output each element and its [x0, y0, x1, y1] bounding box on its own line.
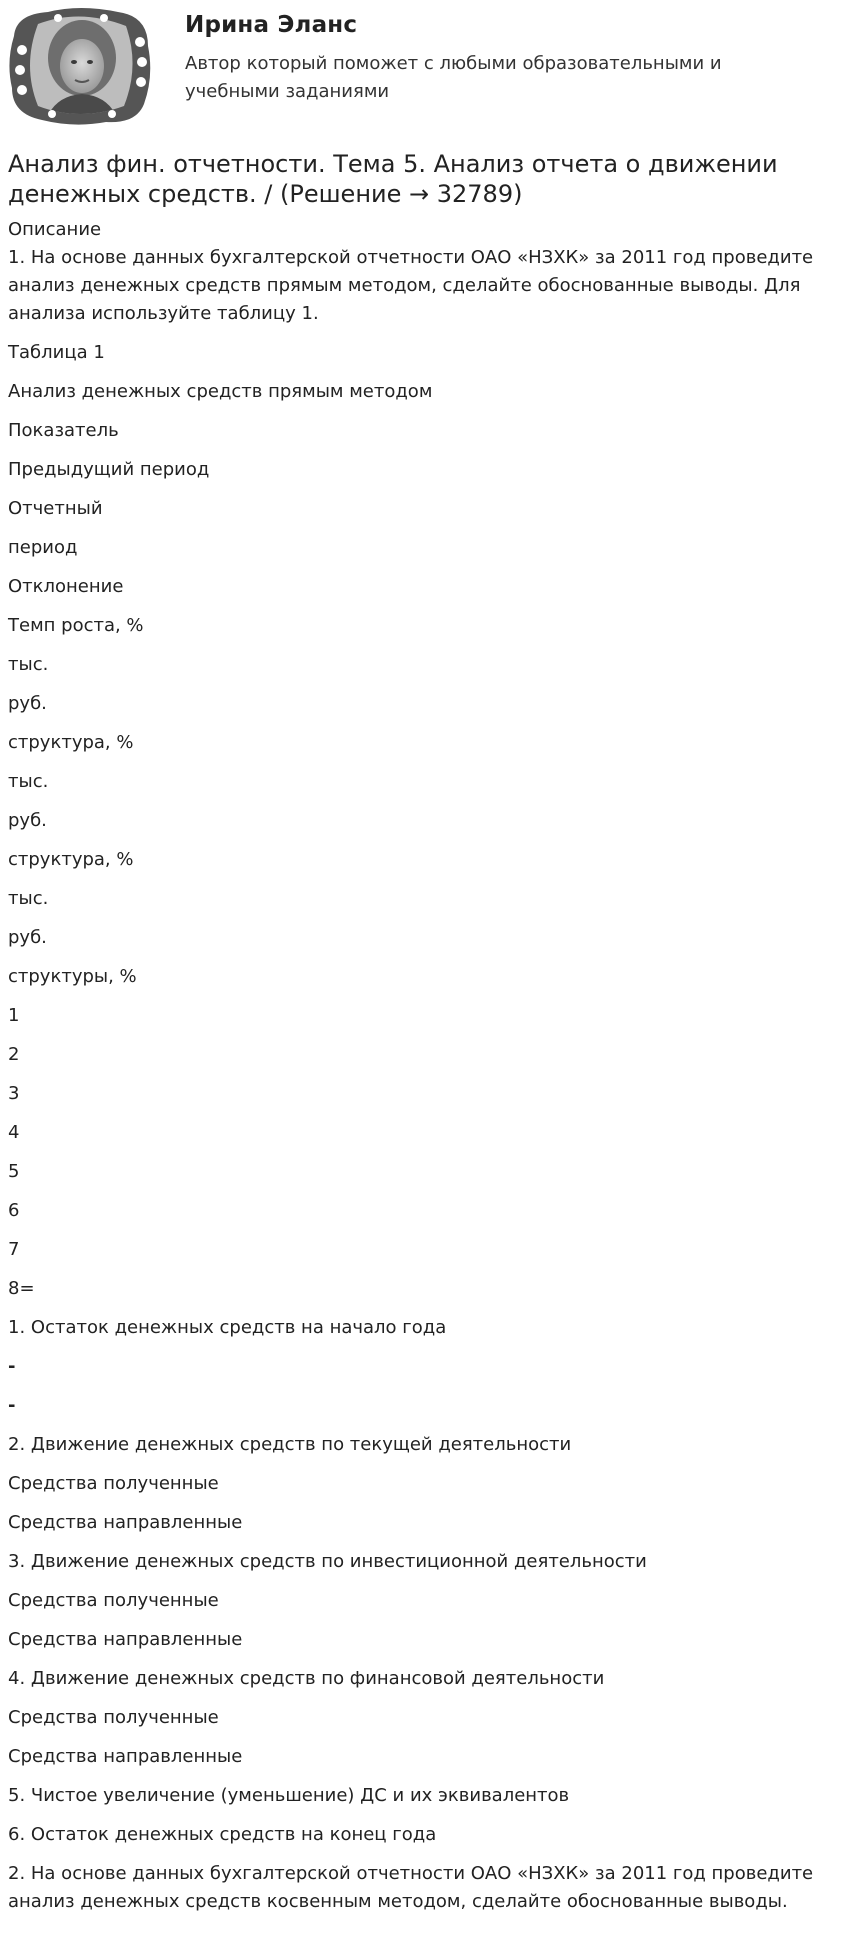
content-line: 7: [8, 1239, 20, 1260]
content-line: Предыдущий период: [8, 459, 210, 480]
avatar-film-frame-icon: [8, 6, 152, 126]
content-line: 6. Остаток денежных средств на конец года: [8, 1824, 437, 1845]
page-title: Анализ фин. отчетности. Тема 5. Анализ отчета о движении денежных средств. / (Решение → 32789): [8, 150, 778, 208]
content-line: Отклонение: [8, 576, 124, 597]
content-line: -: [8, 1395, 16, 1416]
content-line: структура, %: [8, 849, 134, 870]
content-line: 2. Движение денежных средств по текущей деятельности: [8, 1434, 572, 1455]
content-line: Таблица 1: [8, 342, 105, 363]
content-line: руб.: [8, 927, 47, 948]
content-line: Средства направленные: [8, 1512, 243, 1533]
author-name[interactable]: Ирина Эланс: [185, 12, 358, 38]
content-line: Показатель: [8, 420, 119, 441]
content-line: 3: [8, 1083, 20, 1104]
content-line: 1: [8, 1005, 20, 1026]
content-line: 3. Движение денежных средств по инвестиционной деятельности: [8, 1551, 647, 1572]
author-description: Автор который поможет с любыми образовательными и учебными заданиями: [185, 53, 722, 102]
content-line: руб.: [8, 693, 47, 714]
content-line: структура, %: [8, 732, 134, 753]
content-line: Средства направленные: [8, 1746, 243, 1767]
content-line: Темп роста, %: [8, 615, 144, 636]
avatar[interactable]: [8, 6, 152, 126]
description-section: [8, 216, 838, 1927]
content-line: руб.: [8, 810, 47, 831]
description-label: Описание: [8, 219, 102, 240]
content-line: структуры, %: [8, 966, 137, 987]
content-line: Средства полученные: [8, 1590, 219, 1611]
content-line: 2: [8, 1044, 20, 1065]
content-line: 6: [8, 1200, 20, 1221]
content-line: тыс.: [8, 654, 49, 675]
content-line: Средства полученные: [8, 1473, 219, 1494]
content-line: Средства направленные: [8, 1629, 243, 1650]
content-line: Средства полученные: [8, 1707, 219, 1728]
author-header: [0, 0, 847, 152]
content-line: тыс.: [8, 771, 49, 792]
content-line: Отчетный: [8, 498, 103, 519]
content-line: 4. Движение денежных средств по финансовой деятельности: [8, 1668, 605, 1689]
content-line: 4: [8, 1122, 20, 1143]
content-line: Анализ денежных средств прямым методом: [8, 381, 433, 402]
content-line: -: [8, 1356, 16, 1377]
content-line: 5. Чистое увеличение (уменьшение) ДС и их эквивалентов: [8, 1785, 570, 1806]
task-2-text: 2. На основе данных бухгалтерской отчетности ОАО «НЗХК» за 2011 год проведите анализ денежных средств косвенным методом, сделайте обоснованные выводы.: [8, 1863, 814, 1912]
content-line: 5: [8, 1161, 20, 1182]
task-1-text: 1. На основе данных бухгалтерской отчетности ОАО «НЗХК» за 2011 год проведите анализ денежных средств прямым методом, сделайте обоснованные выводы. Для анализа используйте таблицу 1.: [8, 247, 814, 324]
table-lines-list: [8, 339, 838, 1849]
content-line: период: [8, 537, 78, 558]
content-line: 8=: [8, 1278, 35, 1299]
content-line: 1. Остаток денежных средств на начало года: [8, 1317, 447, 1338]
content-line: тыс.: [8, 888, 49, 909]
